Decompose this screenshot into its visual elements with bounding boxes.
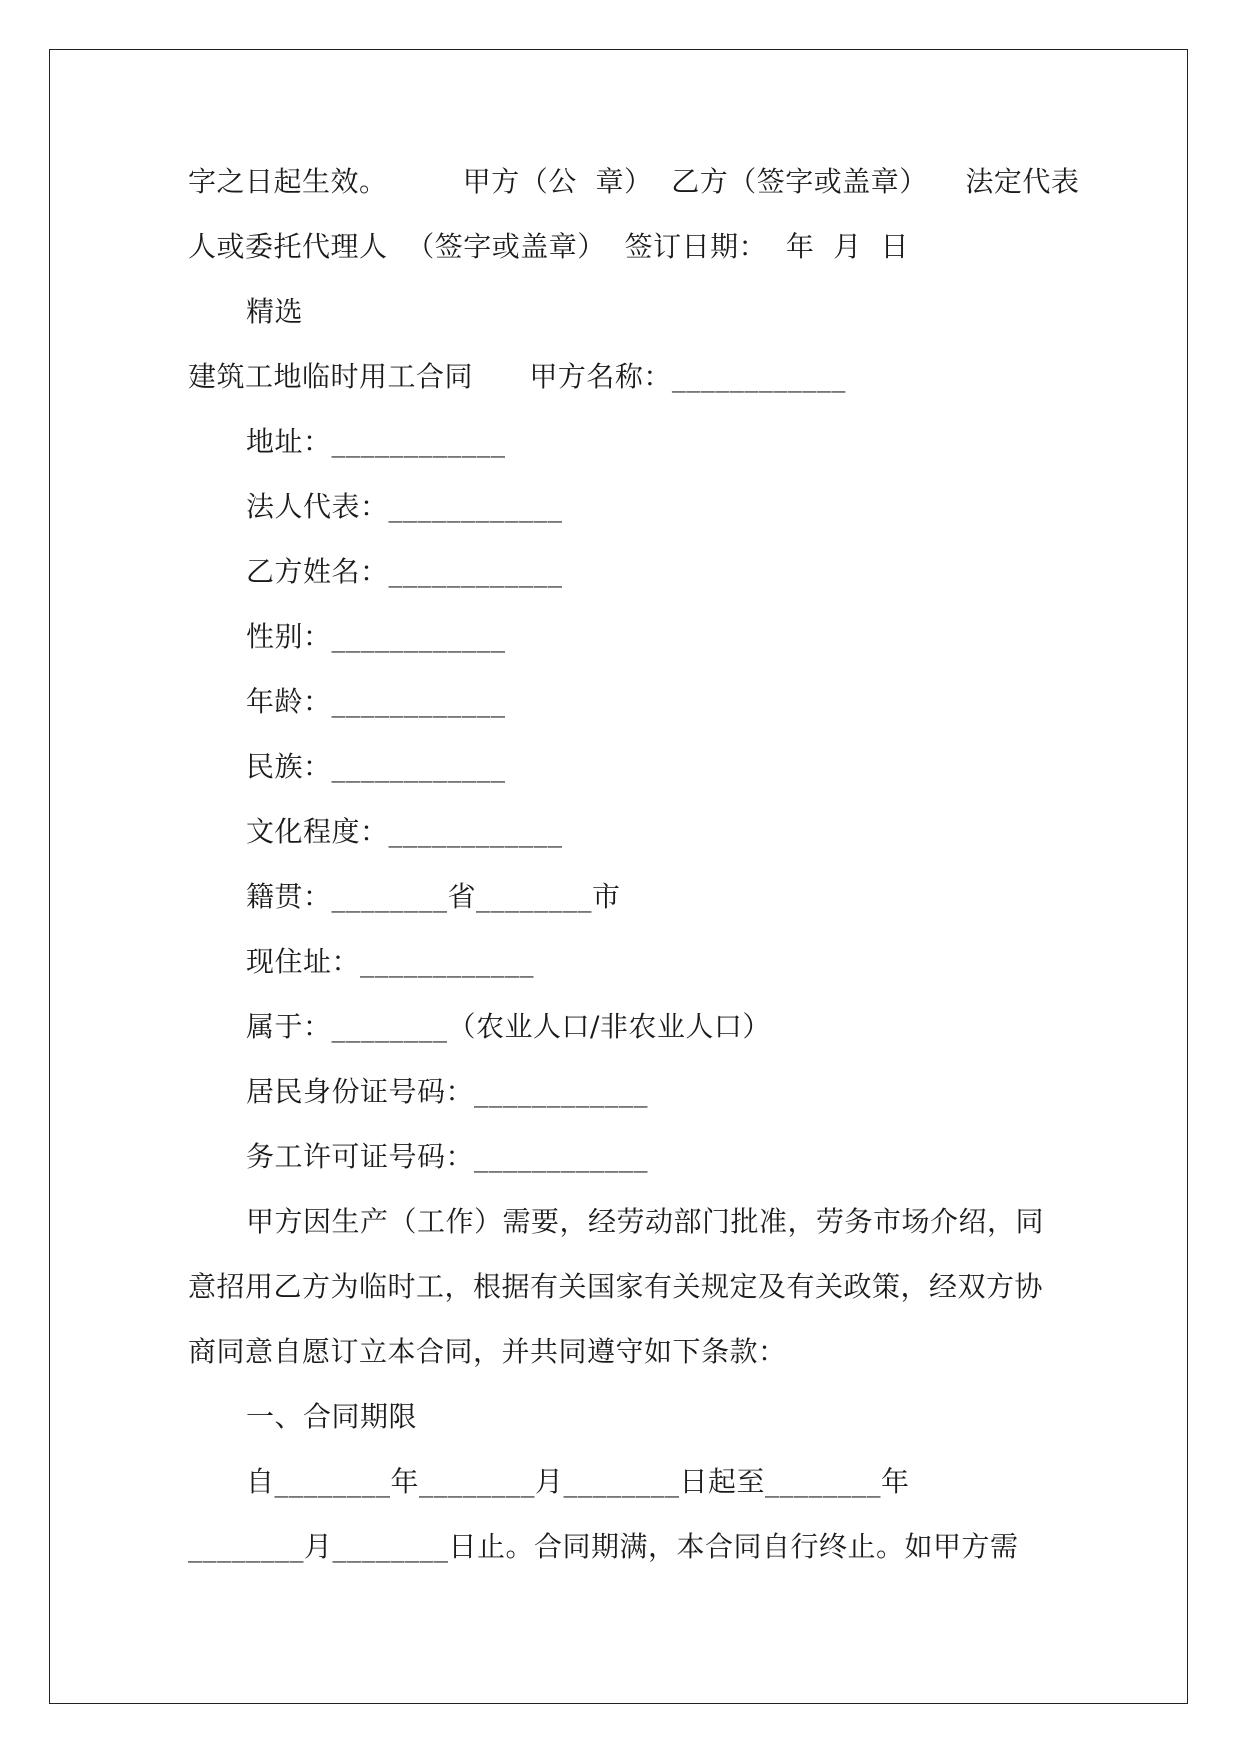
field-household-type: 属于：________（农业人口/非农业人口）: [246, 1010, 771, 1043]
page-frame: [49, 49, 1188, 1704]
field-native-place: 籍贯：________省________市: [246, 880, 621, 913]
field-age: 年龄：____________: [246, 685, 506, 718]
paragraph-line-1: 甲方因生产（工作）需要，经劳动部门批准，劳务市场介绍，同: [246, 1205, 1045, 1238]
field-legal-representative: 法人代表：____________: [246, 490, 563, 523]
section-heading-contract-term: 一、合同期限: [246, 1400, 418, 1433]
text-line-selected: 精选: [246, 295, 304, 328]
paragraph-line-3: 商同意自愿订立本合同，并共同遵守如下条款：: [188, 1335, 787, 1368]
field-id-number: 居民身份证号码：____________: [246, 1075, 649, 1108]
field-gender: 性别：____________: [246, 620, 506, 653]
field-address: 地址：____________: [246, 425, 506, 458]
field-current-address: 现住址：____________: [246, 945, 535, 978]
contract-title-line: 建筑工地临时用工合同 甲方名称：____________: [188, 360, 846, 393]
text-line-signature-date: 人或委托代理人 （签字或盖章） 签订日期： 年 月 日: [188, 230, 910, 263]
field-work-permit-number: 务工许可证号码：____________: [246, 1140, 649, 1173]
contract-term-line-1: 自________年________月________日起至________年: [246, 1465, 910, 1498]
paragraph-line-2: 意招用乙方为临时工，根据有关国家有关规定及有关政策，经双方协: [188, 1270, 1044, 1303]
field-education: 文化程度：____________: [246, 815, 563, 848]
text-line-signature-clause: 字之日起生效。 甲方（公 章） 乙方（签字或盖章） 法定代表: [188, 165, 1080, 198]
field-party-b-name: 乙方姓名：____________: [246, 555, 563, 588]
contract-term-line-2: ________月________日止。合同期满，本合同自行终止。如甲方需: [188, 1530, 1019, 1563]
field-ethnicity: 民族：____________: [246, 750, 506, 783]
